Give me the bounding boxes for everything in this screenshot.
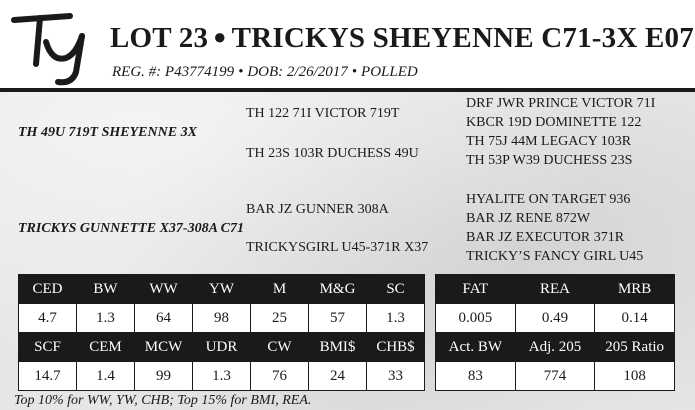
pedigree-dam: TRICKYS GUNNETTE X37-308A C71: [18, 221, 244, 236]
pedigree-dam-dam: TRICKYSGIRL U45-371R X37: [246, 240, 429, 255]
epd-value-cell: 774: [515, 362, 595, 391]
dob-separator: •: [351, 64, 358, 80]
epd-value-cell: 1.3: [77, 304, 135, 333]
epd-value-cell: 33: [367, 362, 425, 391]
epd-header-cell: CED: [19, 275, 77, 304]
epd-value-row: [436, 362, 675, 391]
pedigree-sire: TH 49U 719T SHEYENNE 3X: [18, 125, 197, 140]
epd-table-carcass: [435, 274, 675, 391]
epd-header-cell: WW: [135, 275, 193, 304]
pedigree-sire-sire: TH 122 71I VICTOR 719T: [246, 106, 400, 121]
epd-value-row: [436, 304, 675, 333]
epd-header-cell: M: [251, 275, 309, 304]
epd-value-cell: 1.3: [367, 304, 425, 333]
epd-value-cell: 0.14: [595, 304, 675, 333]
epd-header-cell: SCF: [19, 333, 77, 362]
epd-value-cell: 98: [193, 304, 251, 333]
epd-header-cell: BW: [77, 275, 135, 304]
epd-value-cell: 14.7: [19, 362, 77, 391]
lot-number: LOT 23: [110, 22, 209, 54]
animal-name: TRICKYS SHEYENNE C71-3X E07: [231, 22, 694, 54]
pedigree-sire-dam: TH 23S 103R DUCHESS 49U: [246, 146, 419, 161]
epd-value-row: [19, 362, 425, 391]
header-rule: [0, 88, 695, 92]
pedigree-ssd: KBCR 19D DOMINETTE 122: [466, 115, 642, 130]
epd-value-cell: 25: [251, 304, 309, 333]
lot-title: [110, 22, 694, 55]
epd-value-cell: 76: [251, 362, 309, 391]
epd-value-row: [19, 304, 425, 333]
dob: DOB: 2/26/2017: [247, 64, 348, 80]
epd-value-cell: 99: [135, 362, 193, 391]
epd-table-main: [18, 274, 425, 391]
epd-header-cell: REA: [515, 275, 595, 304]
epd-value-cell: 24: [309, 362, 367, 391]
epd-header-cell: BMI$: [309, 333, 367, 362]
epd-header-cell: Act. BW: [436, 333, 516, 362]
registration-line: [112, 64, 418, 81]
epd-value-cell: 0.49: [515, 304, 595, 333]
pedigree-dds: BAR JZ EXECUTOR 371R: [466, 230, 625, 245]
pedigree-sss: DRF JWR PRINCE VICTOR 71I: [466, 96, 656, 111]
epd-value-cell: 57: [309, 304, 367, 333]
epd-header-row: [436, 275, 675, 304]
epd-value-cell: 83: [436, 362, 516, 391]
ty-brand-logo-icon: [6, 2, 96, 88]
reg-separator: •: [238, 64, 244, 80]
epd-header-cell: UDR: [193, 333, 251, 362]
epd-value-cell: 1.4: [77, 362, 135, 391]
pedigree-dam-sire: BAR JZ GUNNER 308A: [246, 202, 389, 217]
pedigree-sds: TH 75J 44M LEGACY 103R: [466, 134, 632, 149]
pedigree-dss: HYALITE ON TARGET 936: [466, 192, 631, 207]
reg-number: REG. #: P43774199: [112, 64, 235, 80]
epd-header-cell: CHB$: [367, 333, 425, 362]
epd-header-row: [436, 333, 675, 362]
epd-header-cell: MCW: [135, 333, 193, 362]
footer-note: Top 10% for WW, YW, CHB; Top 15% for BMI, REA.: [14, 393, 312, 408]
epd-header-cell: 205 Ratio: [595, 333, 675, 362]
epd-value-cell: 1.3: [193, 362, 251, 391]
epd-header-cell: FAT: [436, 275, 516, 304]
polled-status: POLLED: [361, 64, 418, 80]
epd-value-cell: 4.7: [19, 304, 77, 333]
pedigree-sdd: TH 53P W39 DUCHESS 23S: [466, 153, 633, 168]
epd-header-cell: M&G: [309, 275, 367, 304]
epd-value-cell: 0.005: [436, 304, 516, 333]
epd-header-row: [19, 275, 425, 304]
epd-value-cell: 108: [595, 362, 675, 391]
pedigree-dsd: BAR JZ RENE 872W: [466, 211, 591, 226]
pedigree-ddd: TRICKY’S FANCY GIRL U45: [466, 249, 644, 264]
epd-header-cell: SC: [367, 275, 425, 304]
epd-header-cell: MRB: [595, 275, 675, 304]
epd-header-cell: Adj. 205: [515, 333, 595, 362]
epd-value-cell: 64: [135, 304, 193, 333]
epd-header-cell: YW: [193, 275, 251, 304]
epd-header-cell: CW: [251, 333, 309, 362]
title-bullet: ●: [213, 24, 227, 49]
epd-header-cell: CEM: [77, 333, 135, 362]
epd-header-row: [19, 333, 425, 362]
